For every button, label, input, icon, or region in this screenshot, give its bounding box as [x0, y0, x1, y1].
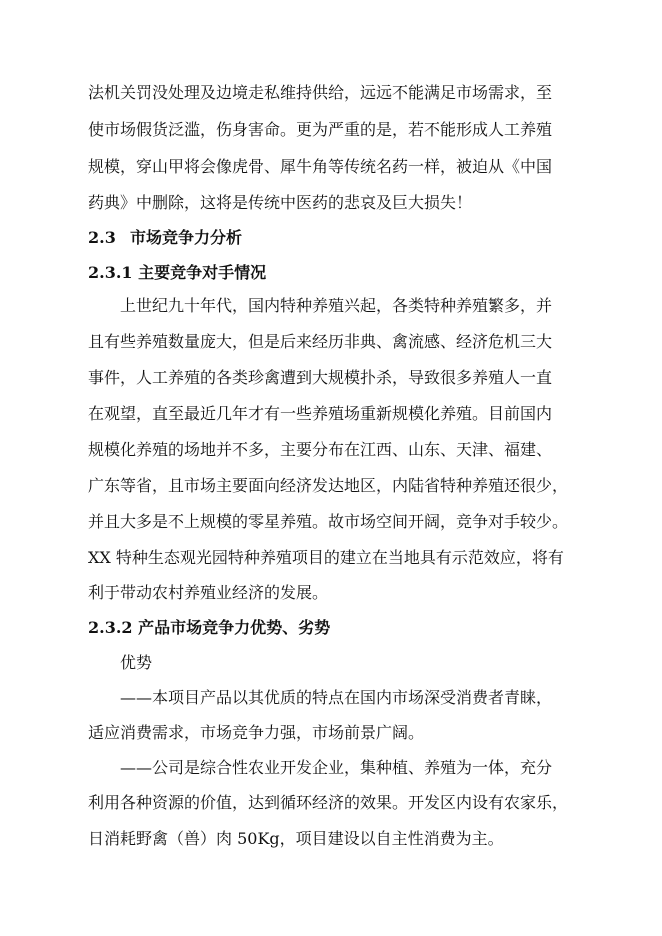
paragraph-line: XX 特种生态观光园特种养殖项目的建立在当地具有示范效应，将有 — [88, 548, 564, 567]
paragraph-line: ——本项目产品以其优质的特点在国内市场深受消费者青睐， — [120, 688, 553, 707]
paragraph-line: 事件，人工养殖的各类珍禽遭到大规模扑杀，导致很多养殖人一直 — [88, 368, 553, 387]
paragraph-line: 利于带动农村养殖业经济的发展。 — [88, 583, 329, 602]
paragraph-line: 并且大多是不上规模的零星养殖。故市场空间开阔，竞争对手较少。 — [88, 512, 569, 531]
paragraph-line: 日消耗野禽（兽）肉 50Kg，项目建设以自主性消费为主。 — [88, 829, 504, 848]
paragraph-line: 广东等省，且市场主要面向经济发达地区，内陆省特种养殖还很少， — [88, 476, 569, 495]
section-heading — [88, 228, 588, 248]
advantage-label: 优势 — [120, 653, 153, 672]
paragraph-line: 规模化养殖的场地并不多，主要分布在江西、山东、天津、福建、 — [88, 440, 553, 459]
paragraph-line: 使市场假货泛滥，伤身害命。更为严重的是，若不能形成人工养殖 — [88, 120, 553, 139]
section-title: 市场竞争力分析 — [130, 228, 243, 247]
subsection-heading-advantages: 2.3.2 产品市场竞争力优势、劣势 — [88, 618, 331, 637]
paragraph-line: 法机关罚没处理及边境走私维持供给，远远不能满足市场需求，至 — [88, 83, 553, 102]
section-number: 2.3 — [88, 228, 116, 247]
paragraph-line: 利用各种资源的价值，达到循环经济的效果。开发区内设有农家乐， — [88, 793, 569, 812]
paragraph-line: 规模，穿山甲将会像虎骨、犀牛角等传统名药一样，被迫从《中国 — [88, 157, 553, 176]
paragraph-line: 药典》中删除，这将是传统中医药的悲哀及巨大损失！ — [88, 193, 473, 212]
paragraph-line: 适应消费需求，市场竞争力强，市场前景广阔。 — [88, 723, 425, 742]
subsection-heading-competitors: 2.3.1 主要竞争对手情况 — [88, 263, 267, 282]
paragraph-line: 上世纪九十年代，国内特种养殖兴起，各类特种养殖繁多，并 — [120, 296, 553, 315]
paragraph-line: ——公司是综合性农业开发企业，集种植、养殖为一体，充分 — [120, 758, 553, 777]
paragraph-line: 在观望，直至最近几年才有一些养殖场重新规模化养殖。目前国内 — [88, 404, 553, 423]
paragraph-line: 且有些养殖数量庞大，但是后来经历非典、禽流感、经济危机三大 — [88, 332, 553, 351]
